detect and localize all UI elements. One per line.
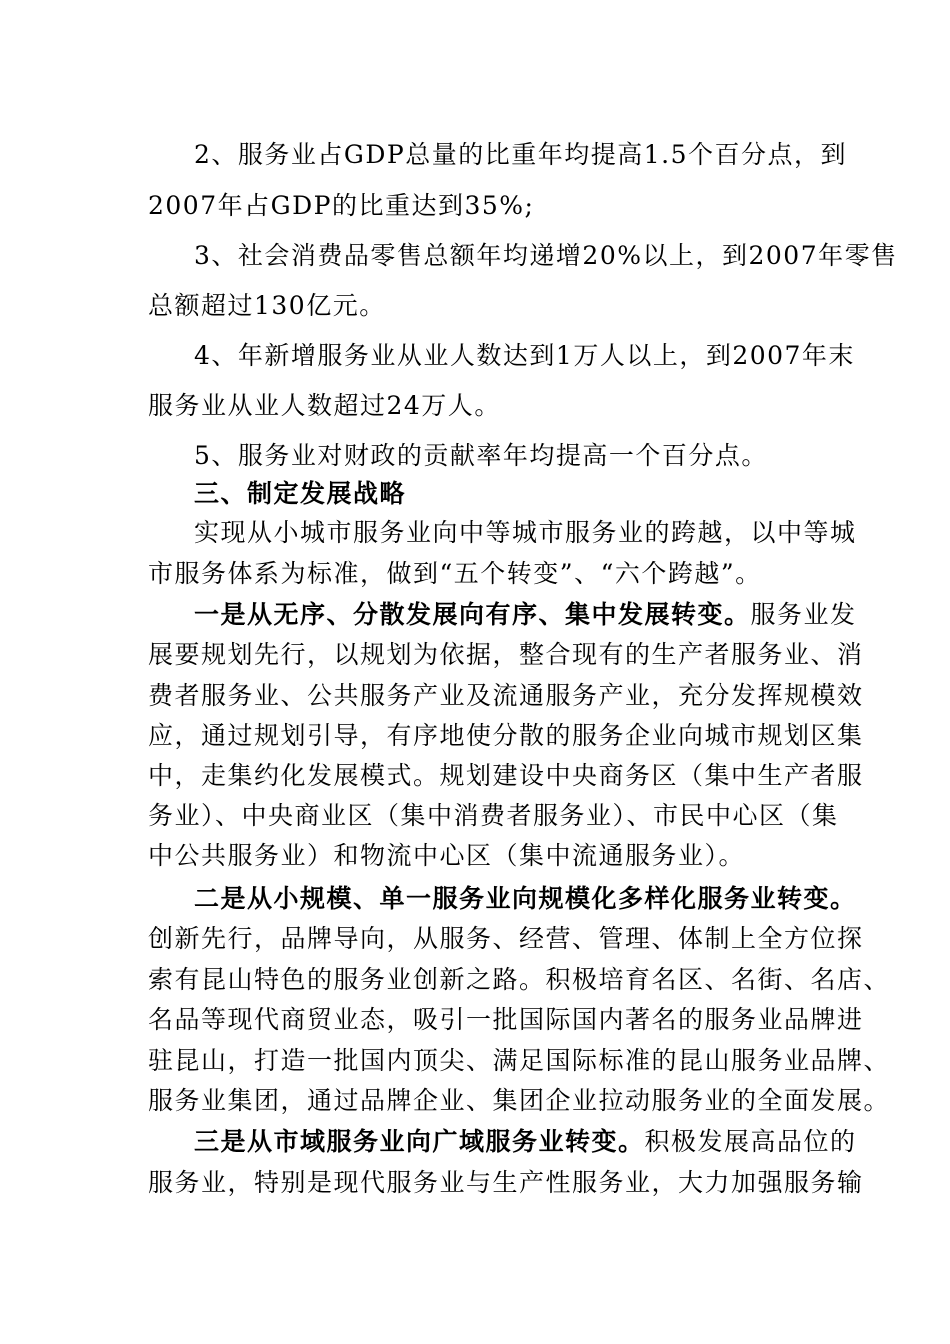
transformation-1-text-start: 服务业发 — [750, 600, 857, 629]
transformation-1-line-3: 费者服务业、公共服务产业及流通服务产业，充分发挥规模效 — [148, 681, 864, 710]
transformation-3-text-start: 积极发展高品位的 — [644, 1127, 857, 1156]
transformation-2-line-2: 创新先行，品牌导向，从服务、经营、管理、体制上全方位探 — [148, 924, 864, 953]
transformation-1-line-1 — [194, 602, 857, 627]
transformation-3-heading: 三是从市域服务业向广域服务业转变。 — [194, 1127, 645, 1156]
target-item-5: 5、服务业对财政的贡献率年均提高一个百分点。 — [194, 441, 768, 470]
transformation-2-line-4: 名品等现代商贸业态，吸引一批国际国内著名的服务业品牌进 — [148, 1005, 864, 1034]
target-item-3-line-1: 3、社会消费品零售总额年均递增20%以上，到2007年零售 — [194, 241, 898, 270]
transformation-3-line-1 — [194, 1129, 857, 1154]
transformation-1-line-6: 务业）、中央商业区（集中消费者服务业）、市民中心区（集 — [148, 801, 839, 830]
transformation-2-line-6: 服务业集团，通过品牌企业、集团企业拉动服务业的全面发展。 — [148, 1086, 891, 1115]
target-item-4-line-2: 服务业从业人数超过24万人。 — [148, 391, 501, 420]
strategy-intro-line-2: 市服务体系为标准，做到“五个转变”、“六个跨越”。 — [148, 559, 762, 588]
transformation-2-heading: 二是从小规模、单一服务业向规模化多样化服务业转变。 — [194, 884, 857, 913]
target-item-2-line-2: 2007年占GDP的比重达到35%; — [148, 191, 535, 220]
target-item-2-line-1: 2、服务业占GDP总量的比重年均提高1.5个百分点，到 — [194, 140, 848, 169]
transformation-2-line-5: 驻昆山，打造一批国内顶尖、满足国际标准的昆山服务业品牌、 — [148, 1046, 891, 1075]
target-item-3-line-2: 总额超过130亿元。 — [148, 291, 386, 320]
transformation-1-line-7: 中公共服务业）和物流中心区（集中流通服务业）。 — [148, 841, 746, 870]
transformation-1-line-5: 中，走集约化发展模式。规划建设中央商务区（集中生产者服 — [148, 761, 864, 790]
target-item-4-line-1: 4、年新增服务业从业人数达到1万人以上，到2007年末 — [194, 341, 855, 370]
section-heading: 三、制定发展战略 — [194, 479, 407, 508]
transformation-3-line-2: 服务业，特别是现代服务业与生产性服务业，大力加强服务输 — [148, 1168, 864, 1197]
transformation-1-heading: 一是从无序、分散发展向有序、集中发展转变。 — [194, 600, 751, 629]
strategy-intro-line-1: 实现从小城市服务业向中等城市服务业的跨越，以中等城 — [194, 518, 857, 547]
transformation-1-line-4: 应，通过规划引导，有序地使分散的服务企业向城市规划区集 — [148, 721, 864, 750]
transformation-2-line-3: 索有昆山特色的服务业创新之路。积极培育名区、名街、名店、 — [148, 965, 891, 994]
transformation-1-line-2: 展要规划先行，以规划为依据，整合现有的生产者服务业、消 — [148, 640, 864, 669]
